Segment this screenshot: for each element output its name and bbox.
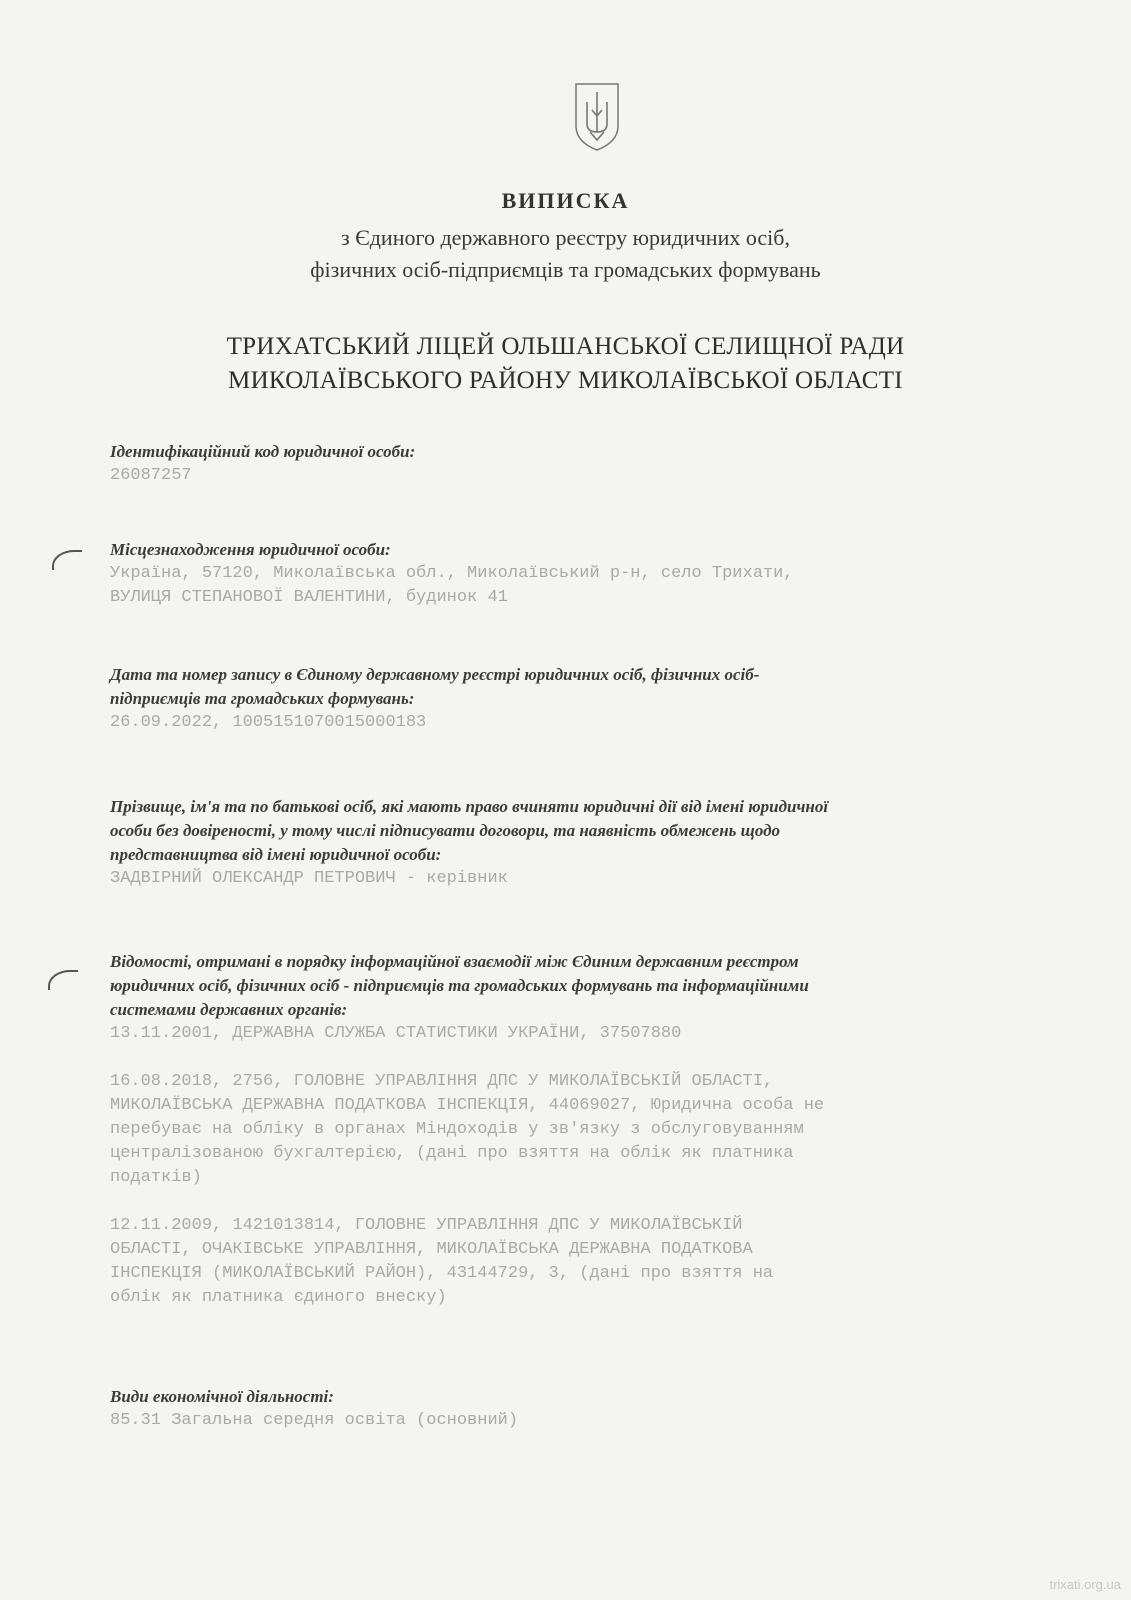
info-exchange-entry: облік як платника єдиного внеску)	[110, 1288, 447, 1307]
info-exchange-entry: ОБЛАСТІ, ОЧАКІВСЬКЕ УПРАВЛІННЯ, МИКОЛАЇВСЬКА ДЕРЖАВНА ПОДАТКОВА	[110, 1240, 753, 1259]
organization-name	[0, 330, 1131, 398]
activities-label: Види економічної діяльності:	[110, 1387, 334, 1406]
info-exchange-section	[110, 950, 1080, 1310]
info-exchange-entry: 13.11.2001, ДЕРЖАВНА СЛУЖБА СТАТИСТИКИ УКРАЇНИ, 37507880	[110, 1024, 682, 1043]
location-label: Місцезнаходження юридичної особи:	[110, 540, 391, 559]
record-section	[110, 663, 1080, 735]
representatives-section	[110, 795, 1080, 891]
activities-section	[110, 1385, 1080, 1433]
organization-name-line: МИКОЛАЇВСЬКОГО РАЙОНУ МИКОЛАЇВСЬКОЇ ОБЛАСТІ	[228, 367, 903, 394]
activities-value: 85.31 Загальна середня освіта (основний)	[110, 1411, 519, 1430]
id-code-section	[110, 440, 1080, 488]
info-exchange-entry: 12.11.2009, 1421013814, ГОЛОВНЕ УПРАВЛІННЯ ДПС У МИКОЛАЇВСЬКІЙ	[110, 1216, 743, 1235]
record-value: 26.09.2022, 1005151070015000183	[110, 713, 427, 732]
representatives-label: представництва від імені юридичної особи:	[110, 845, 442, 864]
location-section	[110, 538, 1080, 610]
document-title: ВИПИСКА	[501, 188, 630, 213]
representatives-label: особи без довіреності, у тому числі підписувати договори, та наявність обмежень щодо	[110, 821, 781, 840]
pen-mark	[52, 550, 82, 570]
info-exchange-label: системами державних органів:	[110, 1000, 348, 1019]
location-value: Україна, 57120, Миколаївська обл., Миколаївський р-н, село Трихати,	[110, 564, 794, 583]
document-subtitle: з Єдиного державного реєстру юридичних осіб,	[341, 225, 790, 250]
info-exchange-entry: МИКОЛАЇВСЬКА ДЕРЖАВНА ПОДАТКОВА ІНСПЕКЦІЯ, 44069027, Юридична особа не	[110, 1096, 825, 1115]
info-exchange-entry: 16.08.2018, 2756, ГОЛОВНЕ УПРАВЛІННЯ ДПС У МИКОЛАЇВСЬКІЙ ОБЛАСТІ,	[110, 1072, 774, 1091]
document-subtitle: фізичних осіб-підприємців та громадських формувань	[310, 257, 821, 282]
id-code-value: 26087257	[110, 466, 192, 485]
pen-mark	[48, 970, 78, 990]
representatives-label: Прізвище, ім'я та по батькові осіб, які мають право вчиняти юридичні дії від імені юридичної	[110, 797, 829, 816]
info-exchange-entry: перебуває на обліку в органах Міндоходів у зв'язку з обслуговуванням	[110, 1120, 804, 1139]
id-code-label: Ідентифікаційний код юридичної особи:	[110, 442, 416, 461]
info-exchange-label: юридичних осіб, фізичних осіб - підприємців та громадських формувань та інформаційними	[110, 976, 809, 995]
trident-emblem-icon	[572, 80, 622, 152]
info-exchange-entry: централізованою бухгалтерією, (дані про взяття на облік як платника	[110, 1144, 794, 1163]
document-header	[0, 188, 1131, 286]
info-exchange-label: Відомості, отримані в порядку інформаційної взаємодії між Єдиним державним реєстром	[110, 952, 799, 971]
watermark: trixati.org.ua	[1049, 1577, 1121, 1592]
record-label: підприємців та громадських формувань:	[110, 689, 415, 708]
info-exchange-entry: податків)	[110, 1168, 202, 1187]
info-exchange-entry: ІНСПЕКЦІЯ (МИКОЛАЇВСЬКИЙ РАЙОН), 43144729, 3, (дані про взяття на	[110, 1264, 774, 1283]
record-label: Дата та номер запису в Єдиному державному реєстрі юридичних осіб, фізичних осіб-	[110, 665, 760, 684]
representatives-value: ЗАДВІРНИЙ ОЛЕКСАНДР ПЕТРОВИЧ - керівник	[110, 869, 508, 888]
organization-name-line: ТРИХАТСЬКИЙ ЛІЦЕЙ ОЛЬШАНСЬКОЇ СЕЛИЩНОЇ РАДИ	[226, 333, 905, 360]
location-value: ВУЛИЦЯ СТЕПАНОВОЇ ВАЛЕНТИНИ, будинок 41	[110, 588, 508, 607]
